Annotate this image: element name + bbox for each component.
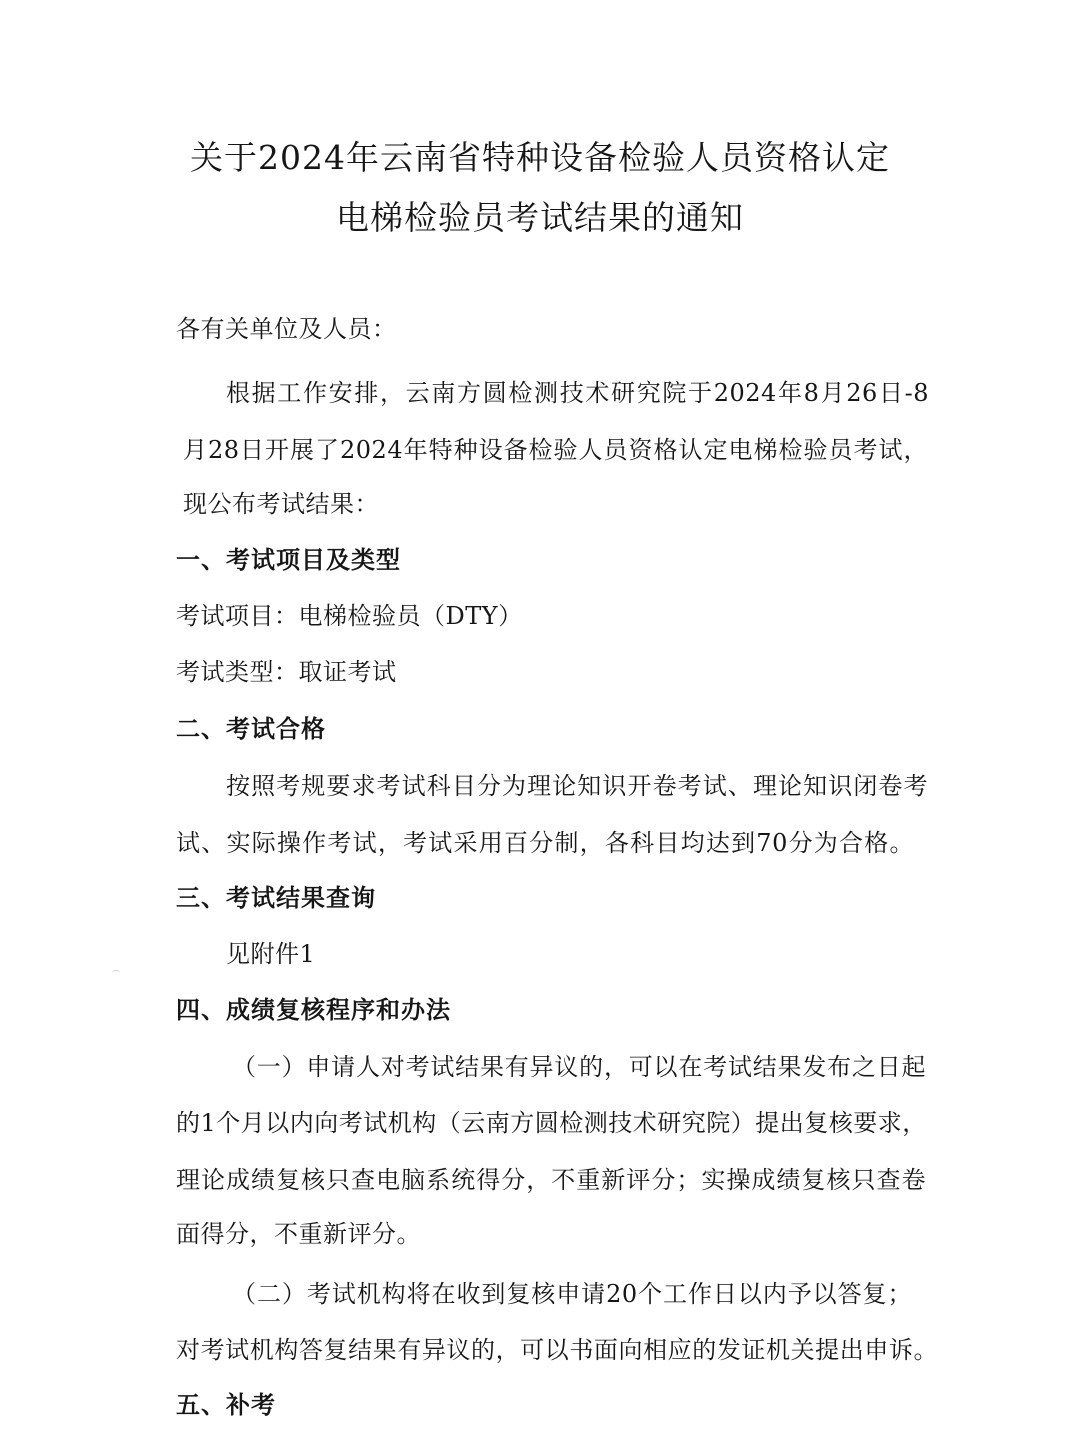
section4-p1-line-3: 理论成绩复核只查电脑系统得分，不重新评分；实操成绩复核只查卷 [176, 1166, 926, 1194]
intro-line-2: 月28日开展了2024年特种设备检验人员资格认定电梯检验员考试， [183, 436, 928, 464]
scan-mark [112, 970, 120, 975]
section-heading-4: 四、成绩复核程序和办法 [176, 996, 451, 1024]
intro-line-3: 现公布考试结果： [183, 490, 379, 518]
section2-line-1: 按照考规要求考试科目分为理论知识开卷考试、理论知识闭卷考 [226, 772, 928, 800]
exam-item: 考试项目：电梯检验员（DTY） [176, 602, 523, 630]
section4-p1-line-4: 面得分，不重新评分。 [176, 1220, 421, 1248]
section-heading-3: 三、考试结果查询 [176, 884, 376, 912]
salutation: 各有关单位及人员： [176, 315, 397, 343]
document-title-line-2: 电梯检验员考试结果的通知 [336, 198, 744, 237]
intro-line-1: 根据工作安排，云南方圆检测技术研究院于2024年8月26日-8 [226, 379, 929, 407]
section4-p1-line-1: （一）申请人对考试结果有异议的，可以在考试结果发布之日起 [232, 1053, 926, 1081]
section2-line-2: 试、实际操作考试，考试采用百分制，各科目均达到70分为合格。 [176, 829, 914, 857]
section4-p2-line-2: 对考试机构答复结果有异议的，可以书面向相应的发证机关提出申诉。 [176, 1336, 938, 1364]
section-heading-1: 一、考试项目及类型 [176, 546, 401, 574]
section-heading-2: 二、考试合格 [176, 715, 326, 743]
exam-type: 考试类型：取证考试 [176, 658, 397, 686]
section3-line-1: 见附件1 [226, 940, 316, 968]
document-title-line-1: 关于2024年云南省特种设备检验人员资格认定 [190, 138, 890, 177]
section4-p2-line-1: （二）考试机构将在收到复核申请20个工作日以内予以答复； [232, 1280, 912, 1308]
section-heading-5: 五、补考 [176, 1391, 276, 1419]
section4-p1-line-2: 的1个月以内向考试机构（云南方圆检测技术研究院）提出复核要求， [176, 1109, 927, 1137]
